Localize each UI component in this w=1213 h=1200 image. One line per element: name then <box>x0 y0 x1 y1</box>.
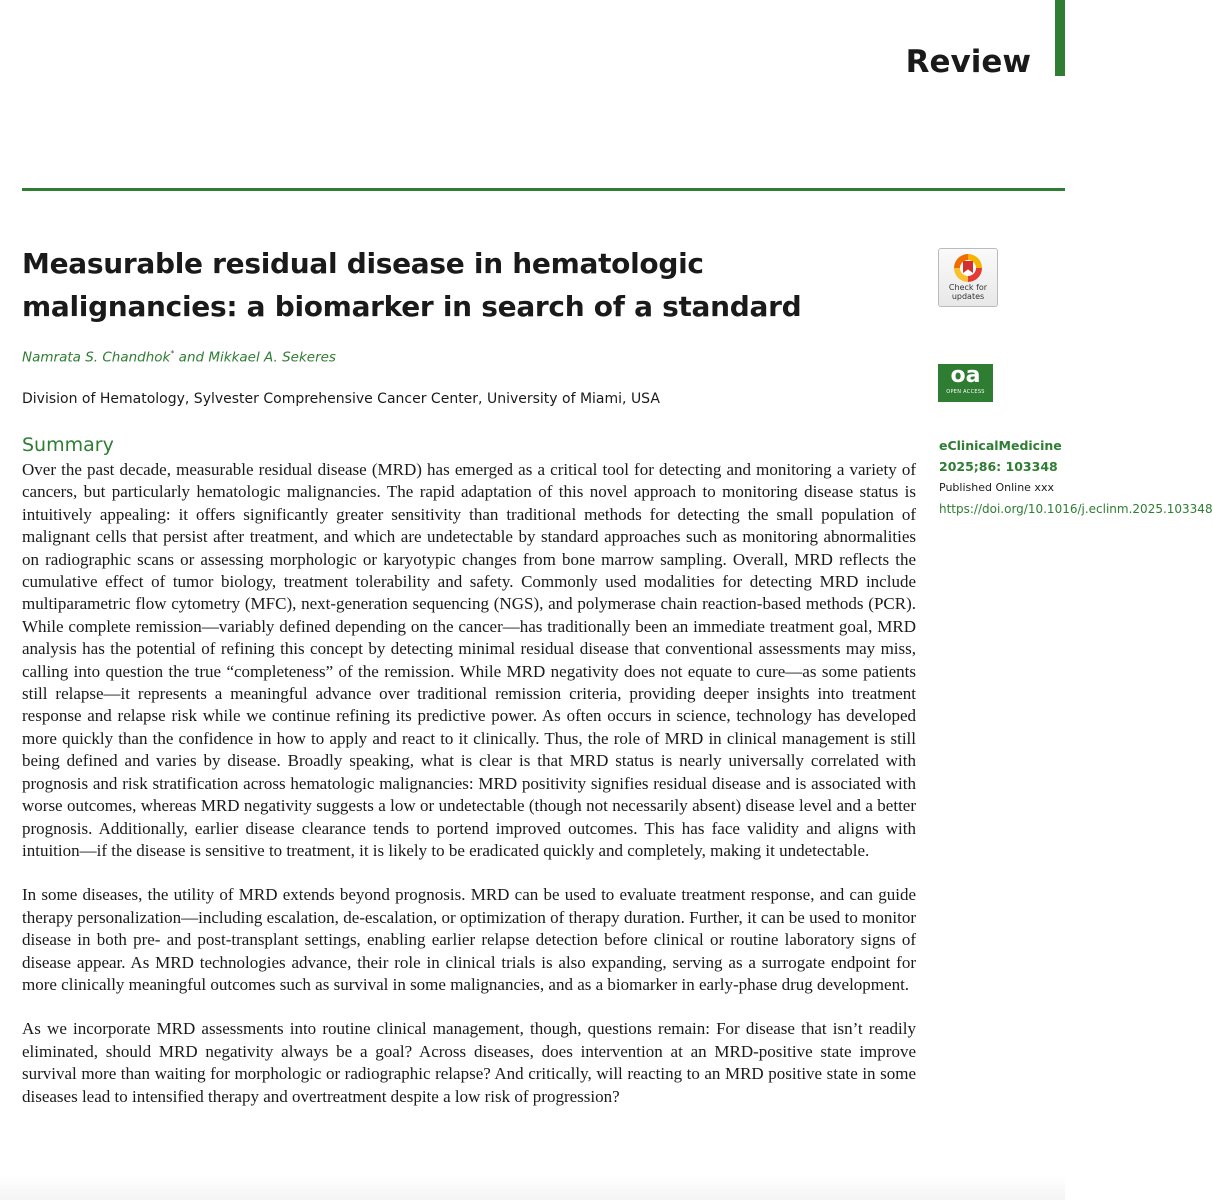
header-rule <box>22 188 1065 191</box>
author-link[interactable]: Namrata S. Chandhok <box>22 349 171 366</box>
author-link[interactable]: and Mikkael A. Sekeres <box>174 349 336 366</box>
doi-link[interactable]: https://doi.org/10.1016/j.eclinm.2025.103348 <box>939 502 1213 516</box>
paragraph: In some diseases, the utility of MRD extends beyond prognosis. MRD can be used to evaluate treatment response, and can guide therapy personalization—including escalation, de-escalation, or optimization of therapy duration. Further, it can be used to monitor disease in both pre- and post-transplant settings, enabling earlier relapse detection before clinical or routine laboratory signs of disease appear. As MRD technologies advance, their role in clinical trials is also expanding, serving as a surrogate endpoint for more clinically meaningful outcomes such as survival in some malignancies, and as a biomarker in early-phase drug development. <box>22 885 916 994</box>
article-title: Measurable residual disease in hematologic malignancies: a biomarker in search of a standard <box>22 247 802 323</box>
bookmark-icon <box>954 254 982 282</box>
open-access-logo <box>938 364 993 402</box>
page-fade <box>0 1176 1065 1200</box>
summary-body <box>22 459 916 1130</box>
accent-bar <box>1055 0 1065 76</box>
oa-logo-text: oa <box>950 363 981 388</box>
check-updates-label: updates <box>951 292 985 301</box>
section-label: Review <box>905 44 1031 80</box>
paragraph: Over the past decade, measurable residual disease (MRD) has emerged as a critical tool for detecting and monitoring a variety of cancers, but particularly hematologic malignancies. The rapid adaptation of this novel approach to monitoring disease status is intuitively appealing: it offers significantly greater sensitivity than traditional methods for detecting the small population of malignant cells that persist after treatment, and which are undetectable by standard approaches such as monitoring abnormalities on radiographic scans or assessing morphologic or karyotypic changes from bone marrow sampling. Overall, MRD reflects the cumulative effect of tumor biology, treatment tolerability and safety. Commonly used modalities for detecting MRD include multiparametric flow cytometry (MFC), next-generation sequencing (NGS), and polymerase chain reaction-based methods (PCR). While complete remission—variably defined depending on the cancer—has traditionally been an immediate treatment goal, MRD analysis has the potential of refining this concept by detecting minimal residual disease that conventional assessments may miss, calling into question the true “completeness” of the remission. While MRD negativity does not equate to cure—as some patients still relapse—it represents a meaningful advance over traditional remission criteria, providing deeper insights into treatment response and relapse risk while we continue refining its predictive power. As often occurs in science, technology has developed more quickly than the confidence in how to apply and react to it clinically. Thus, the role of MRD in clinical management is still being defined and varies by disease. Broadly speaking, what is clear is that MRD status is nearly universally correlated with prognosis and risk stratification across hematologic malignancies: MRD positivity signifies residual disease and is associated with worse outcomes, whereas MRD negativity suggests a low or undetectable (though not necessarily absent) disease level and a better prognosis. Additionally, earlier disease clearance tends to portend improved outcomes. This has face validity and aligns with intuition—if the disease is sensitive to treatment, it is likely to be eradicated quickly and completely, making it undetectable. <box>22 460 916 860</box>
summary-heading: Summary <box>22 434 114 456</box>
citation: 2025;86: 103348 <box>939 459 1058 474</box>
paragraph: As we incorporate MRD assessments into routine clinical management, though, questions remain: For disease that isn’t readily eliminated, should MRD negativity always be a goal? Across diseases, does intervention at an MRD-positive state improve survival more than waiting for morphologic or radiographic relapse? And critically, will reacting to an MRD positive state in some diseases lead to intensified therapy and overtreatment despite a low risk of progression? <box>22 1019 916 1106</box>
check-for-updates-button[interactable] <box>938 248 998 307</box>
corresponding-mark[interactable]: * <box>170 349 175 358</box>
published-date: Published Online xxx <box>939 481 1054 494</box>
oa-logo-caption: OPEN ACCESS <box>946 389 985 395</box>
journal-citation <box>939 435 1062 477</box>
author-list <box>22 349 336 366</box>
journal-name: eClinicalMedicine <box>939 438 1062 453</box>
check-updates-label: Check for <box>948 283 988 292</box>
affiliation: Division of Hematology, Sylvester Comprehensive Cancer Center, University of Miami, USA <box>22 391 660 407</box>
